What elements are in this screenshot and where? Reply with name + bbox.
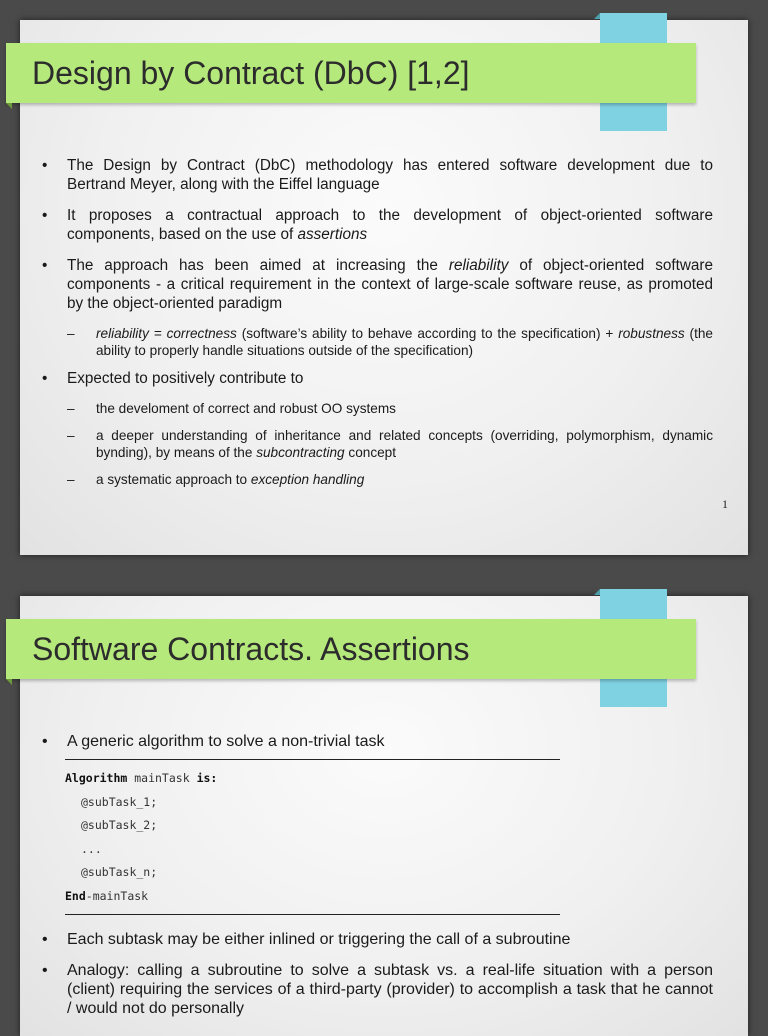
sub-bullet-emphasis: exception handling — [250, 472, 365, 487]
sub-bullet-emphasis: subcontracting — [256, 445, 345, 460]
bullet-text: A generic algorithm to solve a non-trivial task — [67, 733, 385, 750]
bullet-text: The Design by Contract (DbC) methodology has entered software development due to Bertrand Meyer, along with the Eiffel language — [67, 157, 713, 193]
slide-title: Design by Contract (DbC) [1,2] — [32, 55, 470, 91]
code-line: ... — [81, 841, 102, 856]
slide-2 — [20, 596, 748, 1036]
bullet-item — [40, 732, 713, 751]
sub-bullet-text: a systematic approach to — [96, 472, 251, 487]
code-line — [65, 767, 560, 791]
bullet-emphasis: assertions — [297, 226, 368, 243]
sub-bullet-text: a deeper understanding of inheritance and related concepts (overriding, polymorphism, dynamic bynding), by means of the — [96, 428, 713, 460]
bullet-marker: • — [42, 207, 48, 224]
sub-bullet-item — [40, 471, 713, 488]
bullet-item — [40, 206, 713, 244]
page-number: 1 — [722, 497, 728, 511]
title-bar — [6, 43, 696, 103]
slide-title: Software Contracts. Assertions — [32, 631, 470, 667]
code-keyword: End — [65, 888, 86, 903]
bullet-text: It proposes a contractual approach to the development of object-oriented software components, based on the use of — [67, 207, 713, 243]
sub-bullet-text: the develoment of correct and robust OO systems — [96, 401, 396, 416]
code-line: @subTask_1; — [81, 794, 158, 809]
bullet-text: Expected to positively contribute to — [67, 370, 304, 387]
bullet-item — [40, 930, 713, 949]
bullet-item — [40, 369, 713, 388]
slide-content — [40, 732, 713, 1030]
sub-bullet-item — [40, 400, 713, 417]
dash-marker: – — [67, 326, 75, 341]
bullet-marker: • — [42, 962, 48, 979]
bullet-text: of object-oriented software components - a critical requirement in the context of large-scale software reuse, as promoted by the object-oriented paradigm — [67, 257, 714, 312]
code-line: @subTask_n; — [81, 865, 158, 879]
code-keyword: is: — [196, 771, 218, 785]
slide-1 — [20, 20, 748, 555]
bullet-text: Analogy: calling a subroutine to solve a subtask vs. a real-life situation with a person (client) requiring the services of a third-party (provider) to accomplish a task that he cannot / would not do personally — [67, 962, 713, 1017]
bullet-item — [40, 156, 713, 194]
dash-marker: – — [67, 472, 75, 487]
dash-marker: – — [67, 428, 75, 443]
bullet-text: Each subtask may be either inlined or triggering the call of a subroutine — [67, 931, 571, 948]
sub-bullet-item — [40, 325, 713, 359]
bullet-item — [40, 256, 713, 313]
sub-bullet-item — [40, 427, 713, 461]
bullet-marker: • — [42, 931, 48, 948]
code-block — [65, 759, 560, 915]
sub-bullet-emphasis: reliability = correctness — [96, 326, 237, 341]
bullet-marker: • — [42, 733, 48, 750]
sub-bullet-emphasis: robustness — [618, 326, 685, 341]
code-line: @subTask_2; — [81, 818, 158, 832]
bullet-text: The approach has been aimed at increasing the — [67, 257, 449, 274]
code-text: -mainTask — [85, 888, 149, 903]
dash-marker: – — [67, 401, 75, 416]
bullet-emphasis: reliability — [448, 257, 509, 274]
title-bar — [6, 619, 696, 679]
sub-bullet-text: (software’s ability to behave according to the specification) + — [236, 326, 619, 341]
code-line — [65, 885, 560, 909]
code-text: mainTask — [127, 771, 197, 785]
bullet-marker: • — [42, 157, 48, 174]
bullet-item — [40, 961, 713, 1018]
code-keyword: Algorithm — [65, 771, 128, 785]
slide-content — [40, 156, 713, 498]
bullet-marker: • — [42, 370, 48, 387]
bullet-marker: • — [42, 257, 48, 274]
sub-bullet-text: concept — [344, 445, 397, 460]
sub-bullet-text: (the ability to properly handle situations outside of the specification) — [96, 326, 713, 358]
